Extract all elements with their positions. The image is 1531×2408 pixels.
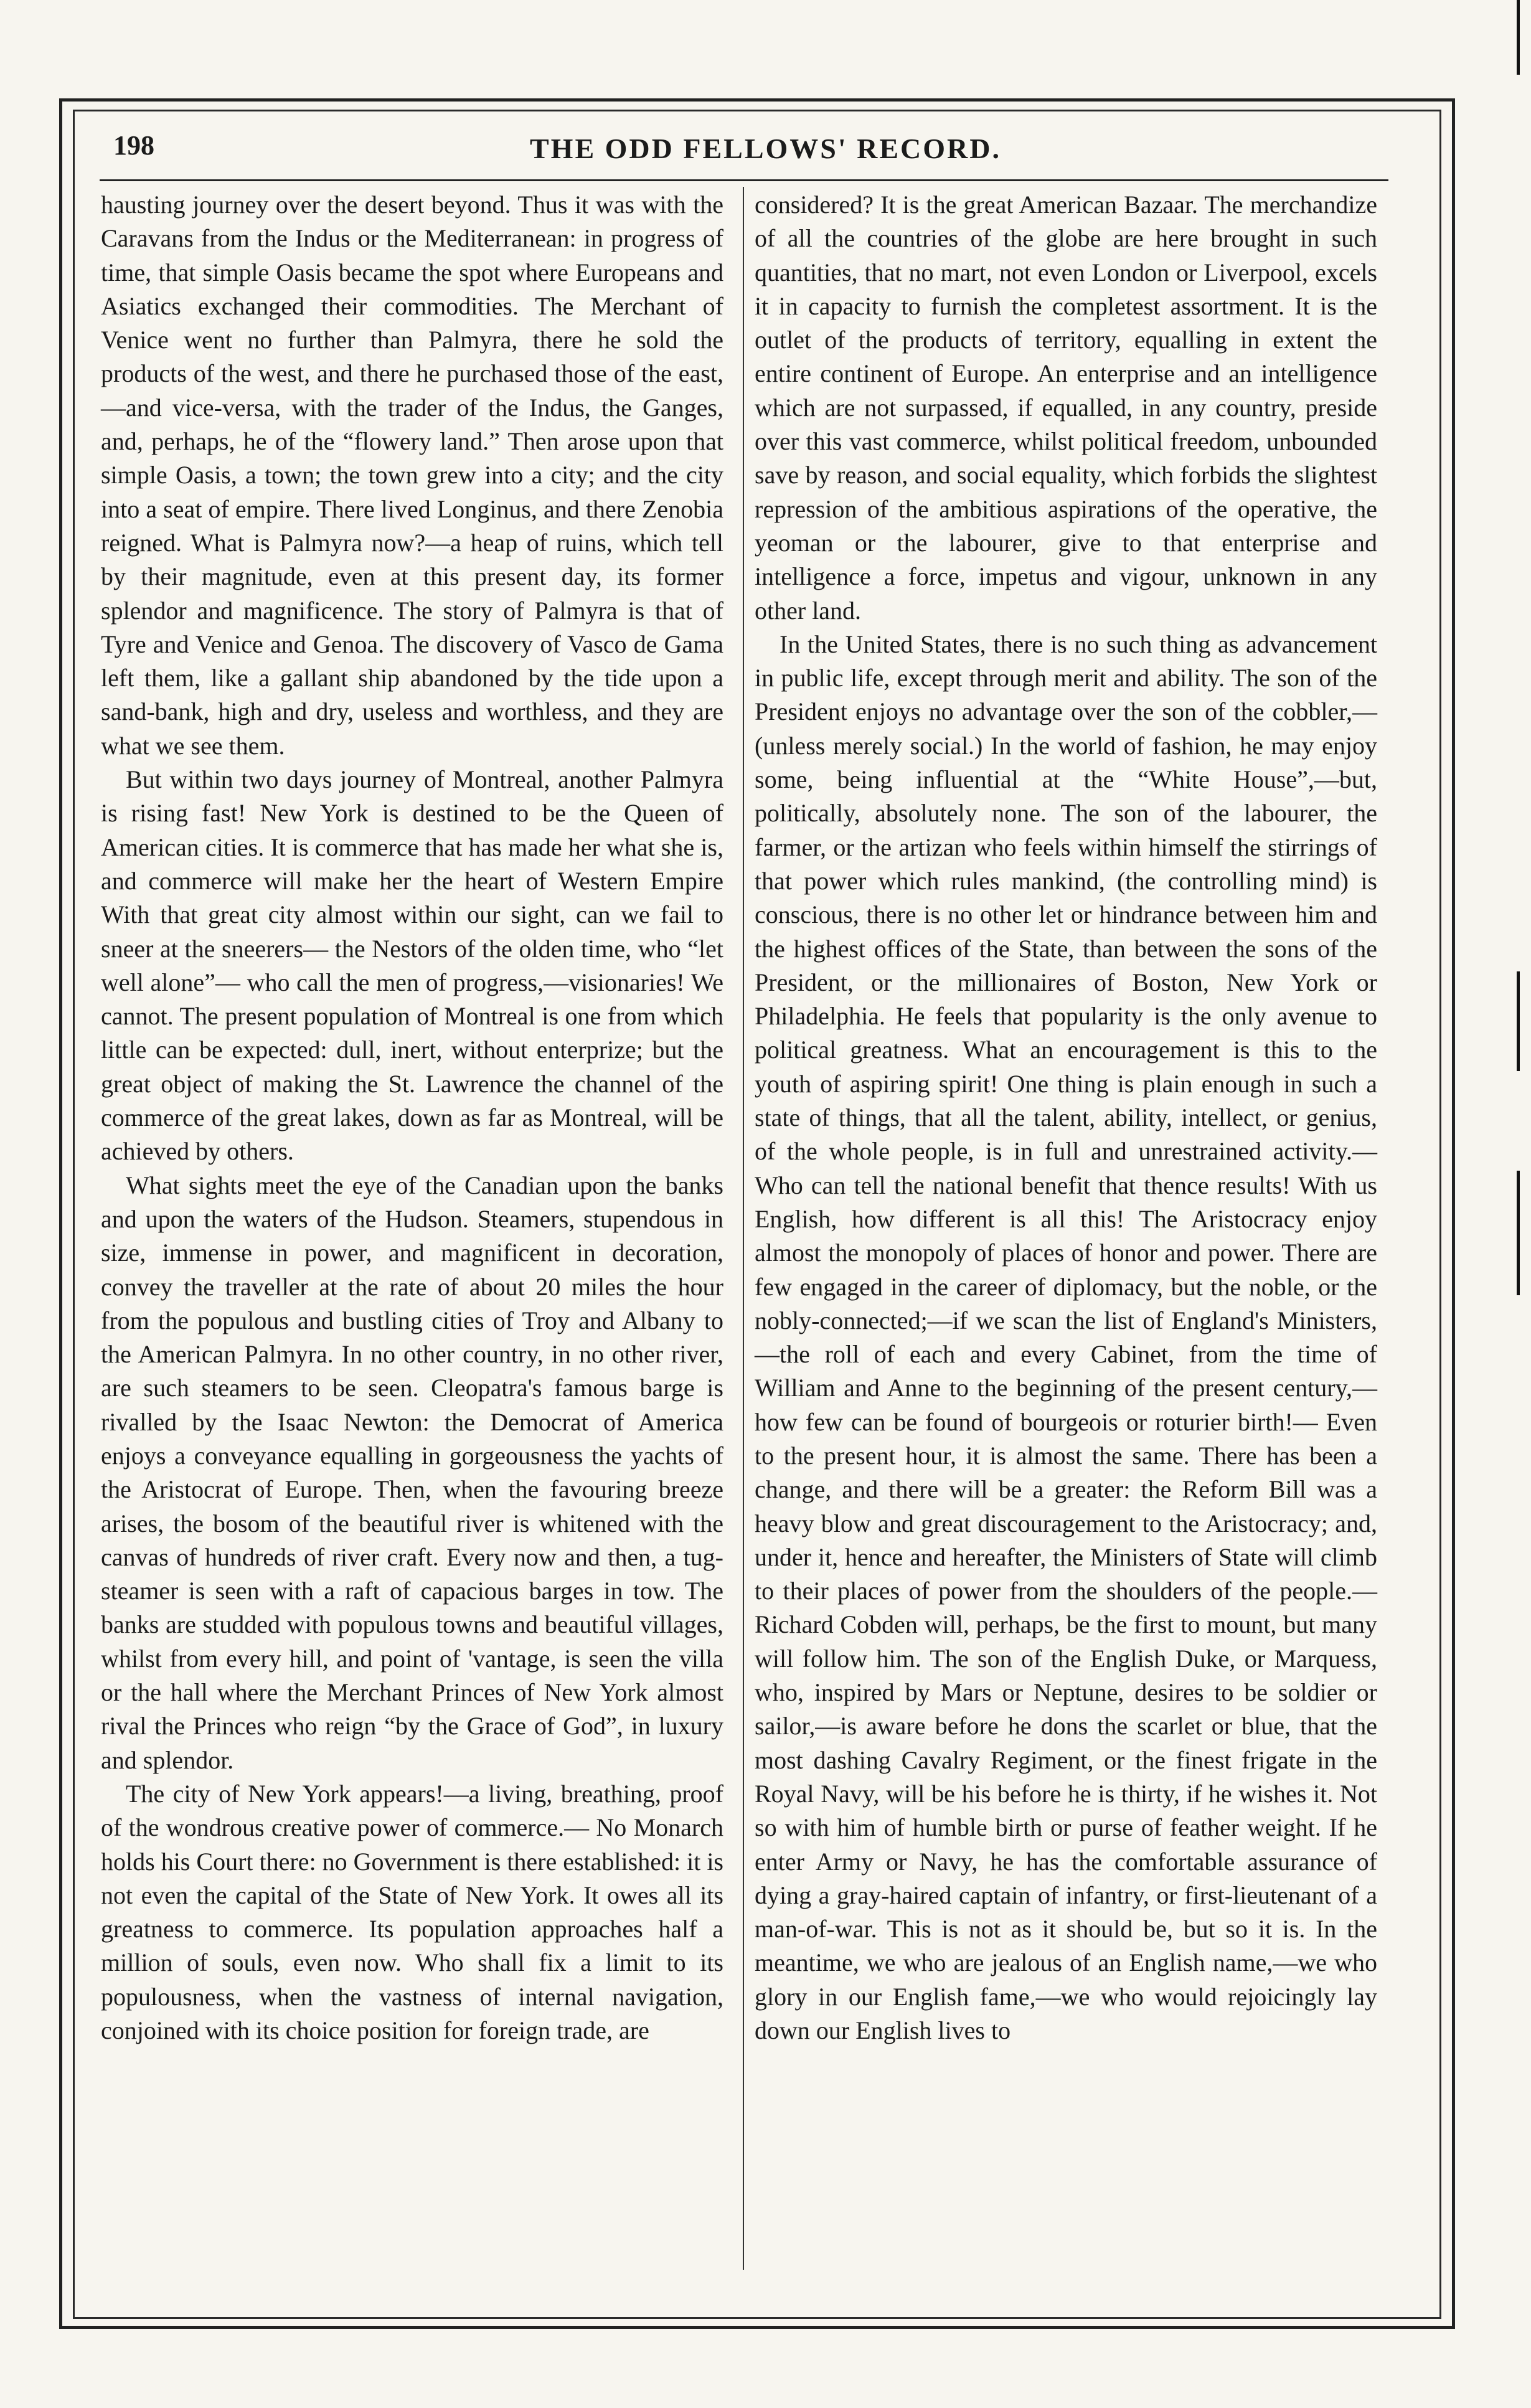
paragraph: What sights meet the eye of the Canadian upon the banks and upon the waters of the Hudson. Steamers, stupendous in size, immense in power, and magnificent in decoration, convey the traveller at the rate of about 20 miles the hour from the populous and bustling cities of Troy and Albany to the American Palmyra. In no other country, in no other river, are such steamers to be seen. Cleopatra's famous barge is rivalled by the Isaac Newton: the Democrat of America enjoys a conveyance equalling in gorgeousness the yachts of the Aristocrat of Europe. Then, when the favouring breeze arises, the bosom of the beautiful river is whitened with the canvas of hundreds of river craft. Every now and then, a tug-steamer is seen with a raft of capacious barges in tow. The banks are studded with populous towns and beautiful villages, whilst from every hill, and point of 'vantage, is seen the villa or the hall where the Merchant Princes of New York almost rival the Princes who reign “by the Grace of God”, in luxury and splendor. [101,1171,723,1774]
paragraph: But within two days journey of Montreal, another Palmyra is rising fast! New York is destined to be the Queen of American cities. It is commerce that has made her what she is, and commerce will make her the heart of Western Empire With that great city almost within our sight, can we fail to sneer at the sneerers— the Nestors of the olden time, who “let well alone”— who call the men of progress,—visionaries! We cannot. The present population of Montreal is one from which little can be expected: dull, inert, without enterprize; but the great object of making the St. Lawrence the channel of the commerce of the great lakes, down as far as Montreal, will be achieved by others. [101,765,723,1166]
binding-edge-mark [1517,0,1520,75]
header-rule [100,179,1388,181]
paragraph: considered? It is the great American Bazaar. The merchandize of all the countries of the globe are here brought in such quantities, that no mart, not even London or Liverpool, excels it in capacity to furnish the completest assortment. It is the outlet of the products of territory, equalling in extent the entire continent of Europe. An enterprise and an intelligence which are not surpassed, if equalled, in any country, preside over this vast commerce, whilst political freedom, unbounded save by reason, and social equality, which forbids the slightest repression of the ambitious aspirations of the operative, the yeoman or the labourer, give to that enterprise and intelligence a force, impetus and vigour, unknown in any other land. [755,191,1377,625]
binding-edge-mark [1517,1171,1520,1295]
paragraph: The city of New York appears!—a living, breathing, proof of the wondrous creative power of commerce.— No Monarch holds his Court there: no Government is there established: it is not even the capital of the State of New York. It owes all its greatness to commerce. Its population approaches half a million of souls, even now. Who shall fix a limit to its populousness, when the vastness of internal navigation, conjoined with its choice position for foreign trade, are [101,1779,723,2045]
column-divider [743,187,744,2270]
binding-edge-mark [1517,971,1520,1071]
paragraph: In the United States, there is no such thing as advancement in public life, except through merit and ability. The son of the President enjoys no advantage over the son of the cobbler,—(unless merely social.) In the world of fashion, he may enjoy some, being influential at the “White House”,—but, politically, absolutely none. The son of the labourer, the farmer, or the artizan who feels within himself the stirrings of that power which rules mankind, (the controlling mind) is conscious, there is no other let or hindrance between him and the highest offices of the State, than between the sons of the President, or the millionaires of Boston, New York or Philadelphia. He feels that popularity is the only avenue to political greatness. What an encouragement is this to the youth of aspiring spirit! One thing is plain enough in such a state of things, that all the talent, ability, intellect, or genius, of the whole people, is in full and unrestrained activity.— Who can tell the national benefit that thence results! With us English, how different is all this! The Aristocracy enjoy almost the monopoly of places of honor and power. There are few engaged in the career of diplomacy, but the noble, or the nobly-connected;—if we scan the list of England's Ministers,—the roll of each and every Cabinet, from the time of William and Anne to the beginning of the present century,—how few can be found of bourgeois or roturier birth!— Even to the present hour, it is almost the same. There has been a change, and there will be a greater: the Reform Bill was a heavy blow and great discouragement to the Aristocracy; and, under it, hence and hereafter, the Ministers of State will climb to their places of power from the shoulders of the people.— Richard Cobden will, perhaps, be the first to mount, but many will follow him. The son of the English Duke, or Marquess, who, inspired by Mars or Neptune, desires to be soldier or sailor,—is aware before he dons the scarlet or blue, that the most dashing Cavalry Regiment, or the finest frigate in the Royal Navy, will be his before he is thirty, if he wishes it. Not so with him of humble birth or purse of feather weight. If he enter Army or Navy, he has the comfortable assurance of dying a gray-haired captain of infantry, or first-lieutenant of a man-of-war. This is not as it should be, but so it is. In the meantime, we who are jealous of an English name,—we who glory in our English fame,—we who would rejoicingly lay down our English lives to [755,630,1377,2045]
running-title: THE ODD FELLOWS' RECORD. [530,133,1001,164]
page-number: 198 [113,130,154,161]
left-column [101,188,723,2047]
right-column [755,188,1377,2047]
paragraph: hausting journey over the desert beyond. Thus it was with the Caravans from the Indus or the Mediterranean: in progress of time, that simple Oasis became the spot where Europeans and Asiatics exchanged their commodities. The Merchant of Venice went no further than Palmyra, there he sold the products of the west, and there he purchased those of the east,—and vice-versa, with the trader of the Indus, the Ganges, and, perhaps, he of the “flowery land.” Then arose upon that simple Oasis, a town; the town grew into a city; and the city into a seat of empire. There lived Longinus, and there Zenobia reigned. What is Palmyra now?—a heap of ruins, which tell by their magnitude, even at this present day, its former splendor and magnificence. The story of Palmyra is that of Tyre and Venice and Genoa. The discovery of Vasco de Gama left them, like a gallant ship abandoned by the tide upon a sand-bank, high and dry, useless and worthless, and they are what we see them. [101,191,723,760]
